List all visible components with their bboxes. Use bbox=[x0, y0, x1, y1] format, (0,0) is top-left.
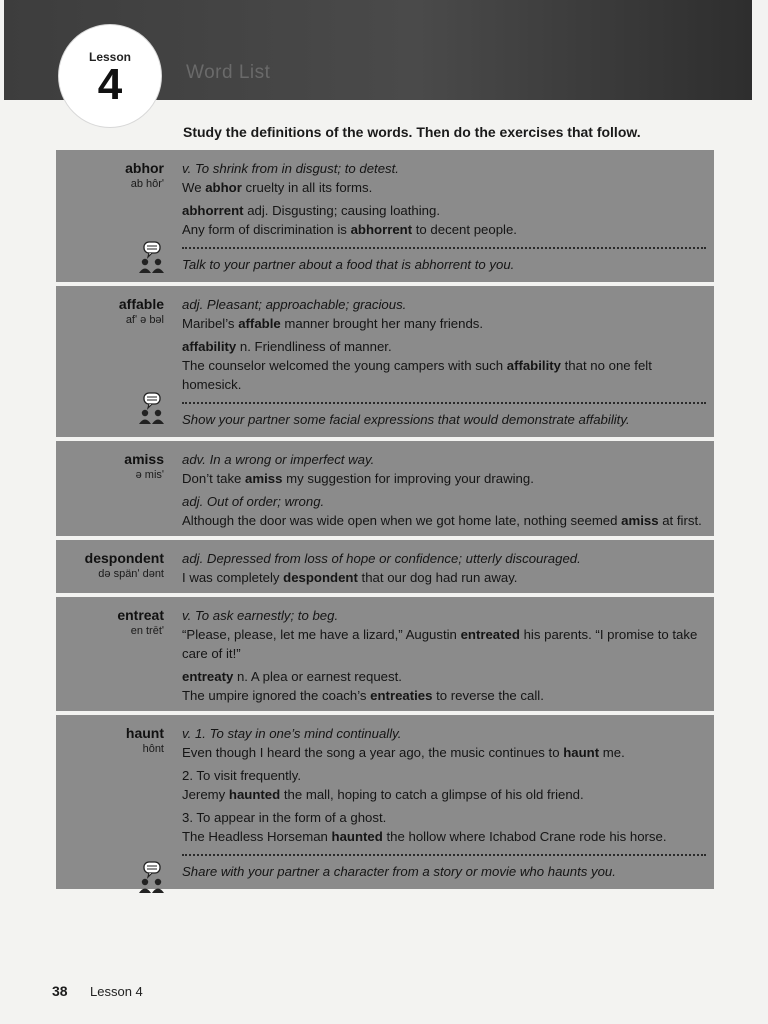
derived-example: The umpire ignored the coach’s entreaties to reverse the call. bbox=[182, 688, 544, 703]
definition: adj. Depressed from loss of hope or confidence; utterly discouraged. bbox=[182, 551, 581, 566]
entry-amiss bbox=[56, 441, 714, 540]
headword: despondent bbox=[84, 550, 164, 566]
derived-example: Any form of discrimination is abhorrent to decent people. bbox=[182, 222, 517, 237]
example-3: The Headless Horseman haunted the hollow where Ichabod Crane rode his horse. bbox=[182, 829, 667, 844]
entry-head bbox=[56, 450, 164, 482]
pronunciation: afʹ ə bəl bbox=[125, 314, 164, 326]
definition-3: 3. To appear in the form of a ghost. bbox=[182, 810, 387, 825]
definition-2: adj. Out of order; wrong. bbox=[182, 494, 325, 509]
definition: adj. Pleasant; approachable; gracious. bbox=[182, 297, 407, 312]
headword: affable bbox=[118, 296, 164, 312]
partner-talk-icon bbox=[136, 391, 166, 427]
entry-body bbox=[182, 721, 706, 883]
pronunciation: də spänʹ dənt bbox=[98, 568, 164, 580]
definition: adv. In a wrong or imperfect way. bbox=[182, 452, 375, 467]
entry-body bbox=[182, 546, 706, 587]
badge-number: 4 bbox=[97, 60, 123, 109]
headword: abhor bbox=[125, 160, 164, 176]
entry-haunt bbox=[56, 715, 714, 893]
example: “Please, please, let me have a lizard,” Augustin entreated his parents. “I promise to take care of it!” bbox=[182, 627, 698, 661]
definition: v. To ask earnestly; to beg. bbox=[182, 608, 339, 623]
lesson-badge bbox=[59, 25, 161, 127]
example: Don’t take amiss my suggestion for improving your drawing. bbox=[182, 471, 534, 486]
entry-body bbox=[182, 603, 706, 705]
derived-form: abhorrent adj. Disgusting; causing loathing. bbox=[182, 203, 441, 218]
example-2: Jeremy haunted the mall, hoping to catch a glimpse of his old friend. bbox=[182, 787, 584, 802]
badge-label: Lesson bbox=[88, 50, 131, 64]
headword: entreat bbox=[117, 607, 164, 623]
entry-entreat bbox=[56, 597, 714, 715]
pronunciation: ə misʹ bbox=[135, 469, 164, 481]
entry-body bbox=[182, 156, 706, 276]
banner-title: Word List bbox=[186, 62, 271, 83]
entry-head bbox=[56, 724, 164, 756]
entry-head bbox=[56, 159, 164, 191]
entry-head bbox=[56, 295, 164, 327]
entry-affable bbox=[56, 286, 714, 441]
partner-prompt: Show your partner some facial expressions that would demonstrate affability. bbox=[182, 412, 630, 427]
entry-despondent bbox=[56, 540, 714, 597]
example: We abhor cruelty in all its forms. bbox=[182, 180, 373, 195]
entry-head bbox=[34, 549, 164, 581]
entry-body bbox=[182, 292, 706, 431]
example-1: Even though I heard the song a year ago, the music continues to haunt me. bbox=[182, 745, 625, 760]
definition-2: 2. To visit frequently. bbox=[182, 768, 301, 783]
example-2: Although the door was wide open when we got home late, nothing seemed amiss at first. bbox=[182, 513, 702, 528]
derived-form: entreaty n. A plea or earnest request. bbox=[182, 669, 402, 684]
example: I was completely despondent that our dog had run away. bbox=[182, 570, 518, 585]
page-number: 38 bbox=[52, 983, 68, 999]
partner-talk-icon bbox=[136, 860, 166, 896]
dotted-divider bbox=[182, 402, 706, 404]
definition-1: v. 1. To stay in one’s mind continually. bbox=[182, 726, 402, 741]
footer-lesson-label: Lesson 4 bbox=[90, 984, 143, 999]
pronunciation: ab hôrʹ bbox=[130, 178, 164, 190]
entry-body bbox=[182, 447, 706, 530]
entry-head bbox=[56, 606, 164, 638]
pronunciation: hônt bbox=[142, 743, 164, 755]
instructions: Study the definitions of the words. Then do the exercises that follow. bbox=[183, 124, 641, 140]
partner-prompt: Talk to your partner about a food that is abhorrent to you. bbox=[182, 257, 515, 272]
example: Maribel’s affable manner brought her many friends. bbox=[182, 316, 484, 331]
partner-prompt: Share with your partner a character from a story or movie who haunts you. bbox=[182, 864, 616, 879]
definition: v. To shrink from in disgust; to detest. bbox=[182, 161, 399, 176]
derived-example: The counselor welcomed the young campers with such affability that no one felt homesick. bbox=[182, 358, 652, 392]
word-list bbox=[56, 150, 714, 893]
entry-abhor bbox=[56, 150, 714, 286]
headword: haunt bbox=[125, 725, 164, 741]
derived-form: affability n. Friendliness of manner. bbox=[182, 339, 392, 354]
pronunciation: en trētʹ bbox=[130, 625, 164, 637]
headword: amiss bbox=[124, 451, 164, 467]
partner-talk-icon bbox=[136, 240, 166, 276]
dotted-divider bbox=[182, 854, 706, 856]
dotted-divider bbox=[182, 247, 706, 249]
